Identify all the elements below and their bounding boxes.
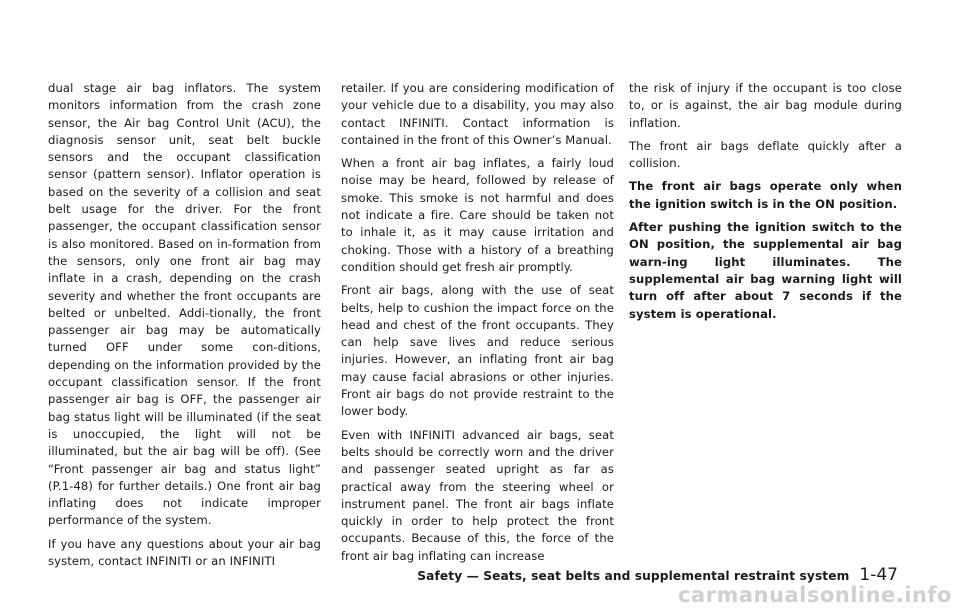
paragraph: When a front air bag inflates, a fairly loud noise may be heard, followed by release of smoke. This smoke is not harmful and does not indicate a fire. Care should be taken not to inhale it, as it may cause irritation and choking. Those with a history of a breathing condition should get fresh air promptly. [341,156,614,274]
paragraph: Front air bags, along with the use of seat belts, help to cushion the impact force on the head and chest of the front occupants. They can help save lives and reduce serious injuries. However, an inflating front air bag may cause facial abrasions or other injuries. Front air bags do not provide restraint to the lower body. [341,283,614,419]
paragraph: retailer. If you are considering modification of your vehicle due to a disability, you may also contact INFINITI. Contact information is contained in the front of this Owner’s Manual. [341,81,614,147]
paragraph: If you have any questions about your air bag system, contact INFINITI or an INFINITI [48,536,321,569]
page-footer [417,565,898,585]
watermark-logo: carmanualsonline.info [678,583,952,607]
text-column-2 [341,80,614,571]
text-column-3 [629,80,902,329]
page-number: 1-47 [859,565,898,585]
bold-paragraph: After pushing the ignition switch to the ON position, the supplemental air bag warn-ing light illuminates. The supplemental air bag warning light will turn off after about 7 seconds if the system is operational. [629,220,902,321]
paragraph: Even with INFINITI advanced air bags, seat belts should be correctly worn and the driver and passenger seated upright as far as practical away from the steering wheel or instrument panel. The front air bags inflate quickly in order to help protect the front occupants. Because of this, the force of the front air bag inflating can increase [341,427,614,563]
paragraph: dual stage air bag inflators. The system monitors information from the crash zone sensor, the Air bag Control Unit (ACU), the diagnosis sensor unit, seat belt buckle sensors and the occupant classification sensor (pattern sensor). Inflator operation is based on the severity of a collision and seat belt usage for the driver. For the front passenger, the occupant classification sensor is also monitored. Based on in-formation from the sensors, only one front air bag may inflate in a crash, depending on the crash severity and whether the front occupants are belted or unbelted. Addi-tionally, the front passenger air bag may be automatically turned OFF under some con-ditions, depending on the information provided by the occupant classification sensor. If the front passenger air bag is OFF, the passenger air bag status light will be illuminated (if the seat is unoccupied, the light will not be illuminated, but the air bag will be off). (See “Front passenger air bag and status light” (P.1-48) for further details.) One front air bag inflating does not indicate improper performance of the system. [48,81,321,528]
paragraph: The front air bags deflate quickly after a collision. [629,138,902,171]
text-column-1 [48,80,321,576]
bold-paragraph: The front air bags operate only when the ignition switch is in the ON position. [629,179,902,211]
section-title: Safety — Seats, seat belts and supplemental restraint system [417,569,850,583]
paragraph: the risk of injury if the occupant is too close to, or is against, the air bag module during inflation. [629,81,902,130]
